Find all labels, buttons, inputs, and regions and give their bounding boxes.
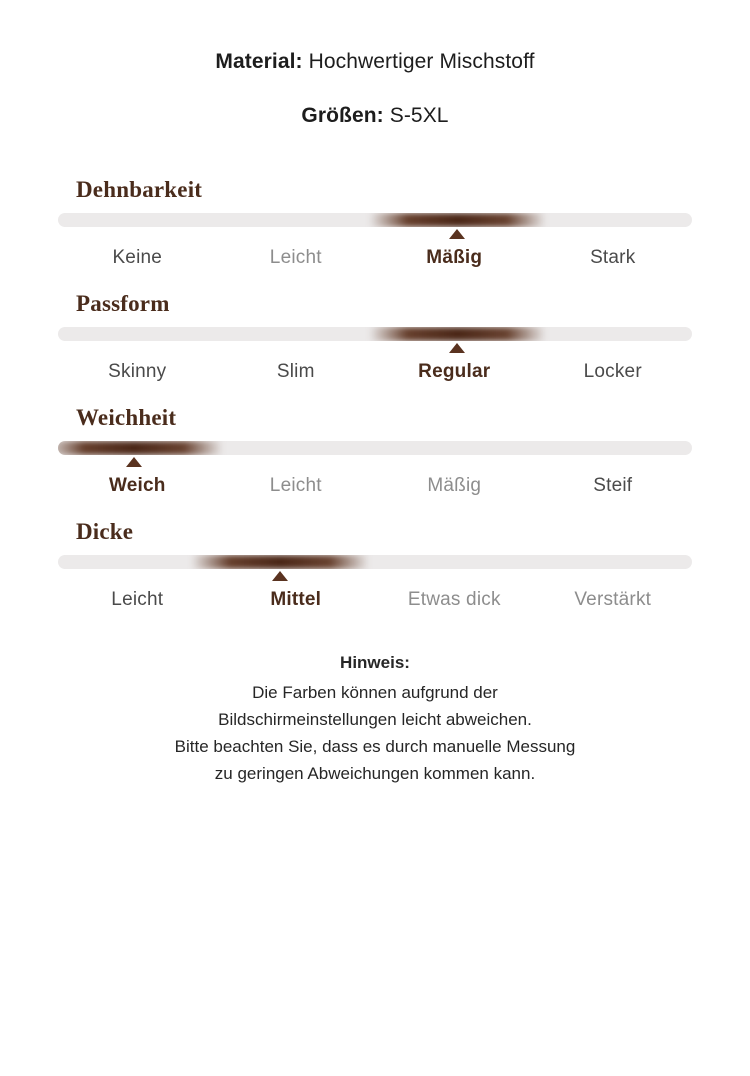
scale-option-selected: Regular <box>418 360 491 382</box>
scale-option: Stark <box>590 246 636 268</box>
scale-marker-icon <box>272 571 288 581</box>
scale-track <box>58 327 692 341</box>
spec-material-label: Material: <box>215 50 303 73</box>
scale-dicke <box>58 519 692 611</box>
scale-option: Locker <box>583 360 642 382</box>
spec-sizes-value: S-5XL <box>383 104 449 128</box>
scale-passform <box>58 291 692 383</box>
scale-marker-icon <box>449 343 465 353</box>
scale-option: Keine <box>112 246 163 268</box>
scale-title: Dehnbarkeit <box>76 176 203 202</box>
scale-dehnbarkeit <box>58 177 692 269</box>
scale-track <box>58 213 692 227</box>
scale-title: Passform <box>76 290 170 316</box>
note-line: Bildschirmeinstellungen leicht abweichen. <box>218 709 532 729</box>
scale-fill <box>191 555 369 569</box>
scale-option-labels <box>58 475 692 497</box>
note-line: zu geringen Abweichungen kommen kann. <box>214 764 536 784</box>
scale-marker-icon <box>126 457 142 467</box>
spec-material-value: Hochwertiger Mischstoff <box>302 50 535 73</box>
scale-option-selected: Weich <box>108 474 166 496</box>
scale-option: Leicht <box>111 588 164 610</box>
scale-title: Weichheit <box>76 404 177 430</box>
scale-option: Mäßig <box>427 474 482 496</box>
spec-sizes-label: Größen: <box>301 104 384 128</box>
scale-list <box>0 177 750 611</box>
scale-bar <box>58 327 692 341</box>
scale-bar <box>58 555 692 569</box>
scale-option-labels <box>58 247 692 269</box>
scale-option: Skinny <box>108 360 167 382</box>
scale-fill <box>369 327 547 341</box>
scale-option: Verstärkt <box>574 588 652 610</box>
spec-material <box>0 48 750 76</box>
scale-option: Slim <box>276 360 315 382</box>
scale-option: Steif <box>593 474 633 496</box>
scale-track <box>58 441 692 455</box>
scale-option-selected: Mittel <box>270 588 322 610</box>
disclaimer-note <box>0 653 750 788</box>
scale-weichheit <box>58 405 692 497</box>
scale-track <box>58 555 692 569</box>
scale-option-labels <box>58 361 692 383</box>
scale-option: Etwas dick <box>407 588 501 610</box>
note-line: Die Farben können aufgrund der <box>252 682 498 702</box>
scale-bar <box>58 441 692 455</box>
spec-sizes <box>0 102 750 130</box>
scale-marker-icon <box>449 229 465 239</box>
scale-option-selected: Mäßig <box>426 246 483 268</box>
scale-option-labels <box>58 589 692 611</box>
spec-list <box>0 48 750 131</box>
scale-fill <box>58 441 223 455</box>
note-line: Bitte beachten Sie, dass es durch manuelle Messung <box>174 737 576 757</box>
scale-option: Leicht <box>269 246 322 268</box>
scale-option: Leicht <box>269 474 322 496</box>
scale-fill <box>369 213 547 227</box>
scale-title: Dicke <box>76 518 134 544</box>
scale-bar <box>58 213 692 227</box>
note-title: Hinweis: <box>340 652 410 672</box>
